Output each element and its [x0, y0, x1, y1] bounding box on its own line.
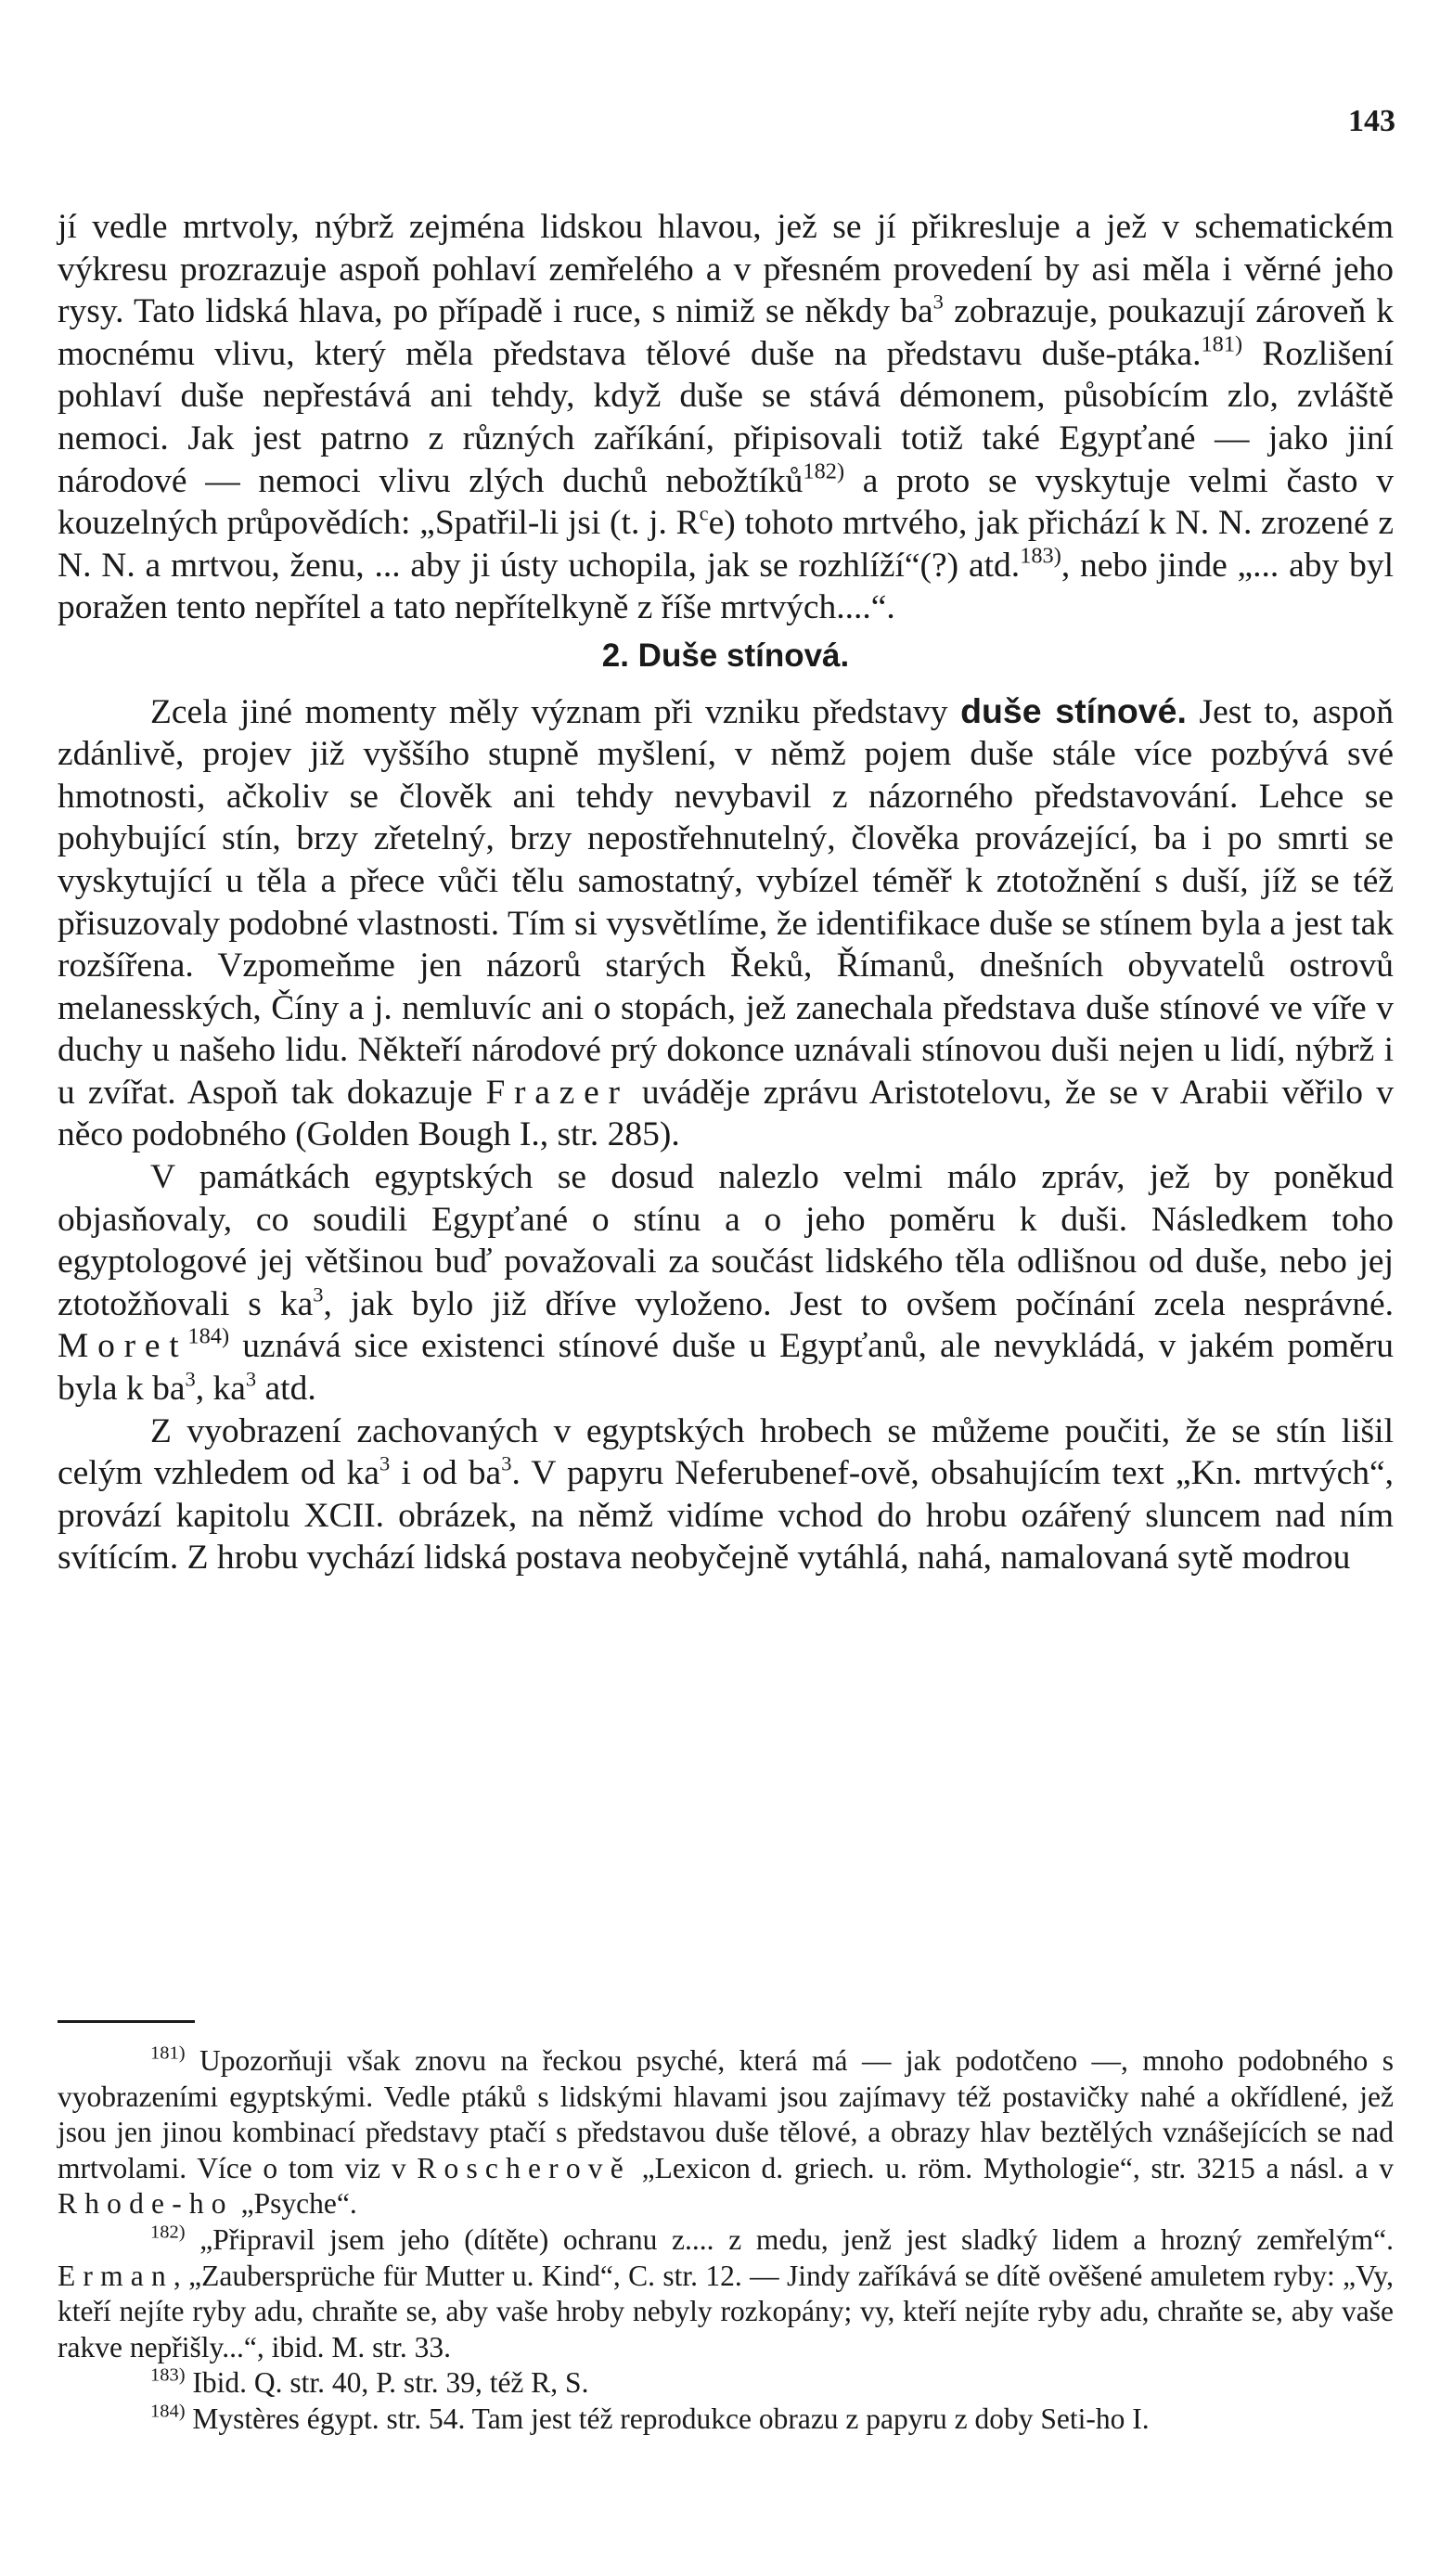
paragraph-2: Zcela jiné momenty měly význam při vzniku představy duše stínové. Jest to, aspoň zdánlivě, projev již vyššího stupně myšlení, v němž pojem duše stále více pozbývá své hmotnosti, ačkoliv se člověk ani tehdy nevybavil z názorného představování. Lehce se pohybující stín, brzy zřetelný, brzy nepostřehnutelný, člověka provázející, ba i po smrti se vyskytující u těla a přece vůči tělu samostatný, vybízel téměř k ztotožnění s duší, jíž se též přisuzovaly podobné vlastnosti. Tím si vysvětlíme, že identifikace duše se stínem byla a jest tak rozšířena. Vzpomeňme jen názorů starých Řeků, Římanů, dnešních obyvatelů ostrovů melanesských, Číny a j. nemluvíc ani o stopách, jež zanechala představa duše stínové ve víře v duchy u našeho lidu. Někteří národové prý dokonce uznávali stínovou duši nejen u lidí, nýbrž i u zvířat. Aspoň tak dokazuje Frazer uváděje zprávu Aristotelovu, že se v Arabii věřilo v něco podobného (Golden Bough I., str. 285). — [58, 690, 1394, 1154]
author-name-rhode: Rhode-ho — [58, 2187, 234, 2221]
author-name-frazer: Frazer — [485, 1073, 629, 1112]
footnote-ref-181: 181) — [1201, 331, 1243, 357]
author-name-erman: Erman — [58, 2259, 174, 2292]
paragraph-3: V památkách egyptských se dosud nalezlo velmi málo zpráv, jež by poněkud objasňovaly, co soudili Egypťané o stínu a o jeho poměru k duši. Následkem toho egyptologové jej většinou buď považovali za součást lidského těla odlišnou od duše, nebo jej ztotožňovali s $ka^3$, jak bylo již dříve vyloženo. Jest to ovšem počínání zcela nesprávné. Moret$^{184)}$ uznává sice existenci stínové duše u Egypťanů, ale nevykládá, v jakém poměru byla k $ba^3$, $ka^3$ atd. — [58, 1158, 1394, 1409]
bold-term: duše stínové. — [960, 690, 1187, 730]
section-heading: 2. Duše stínová. — [601, 637, 850, 674]
footnote-183: $^{183)}$ Ibid. Q. str. 40, P. str. 39, též R, S. — [150, 2365, 589, 2400]
footnote-182: $^{182)}$ „Připravil jsem jeho (dítěte) ochranu z.... z medu, jenž jest sladký lidem a hrozný zemřelým“. Erman, „Zaubersprüche für Mutter u. Kind“, C. str. 12. — Jindy zaříkává se dítě ověšené amuletem ryby: „Vy, kteří nejíte ryby adu, chraňte se, aby vaše hroby nebyly rozkopány; vy, kteří nejíte ryby adu, chraňte se, aby vaše rakve nepřišly...“, ibid. M. str. 33. — [58, 2222, 1394, 2363]
page-number: 143 — [1348, 104, 1395, 138]
footnote-ref-182: 182) — [803, 457, 845, 483]
main-text — [58, 206, 1394, 1579]
paragraph-4: Z vyobrazení zachovaných v egyptských hrobech se můžeme poučiti, že se stín lišil celým vzhledem od $ka^3$ i od $ba^3$. V papyru Neferubenef-ově, obsahujícím text „Kn. mrtvých“, provází kapitolu XCII. obrázek, na němž vidíme vchod do hrobu ozářený sluncem nad ním svítícím. Z hrobu vychází lidská postava neobyčejně vytáhlá, nahá, namalovaná sytě modrou — [58, 1411, 1394, 1578]
footnotes — [58, 2043, 1394, 2438]
footnote-divider — [58, 2020, 195, 2023]
footnote-ref-184: 184) — [187, 1323, 230, 1349]
footnote-181: $^{181)}$ Upozorňuji však znovu na řeckou psyché, která má — jak podotčeno —, mnoho podobného s vyobrazeními egyptskými. Vedle ptáků s lidskými hlavami jsou zajímavy též postavičky nahé a okřídlené, jež jsou jen jinou kombinací představy ptačí s představou duše tělové, a obrazy hlav beztělých vznášejících se nad mrtvolami. Více o tom viz v Roscherově „Lexicon d. griech. u. röm. Mythologie“, str. 3215 a násl. a v Rhode-ho „Psyche“. — [58, 2042, 1395, 2221]
footnote-ref-183: 183) — [1020, 543, 1061, 569]
author-name-roscher: Roscherově — [417, 2151, 631, 2184]
footnote-184: $^{184)}$ Mystères égypt. str. 54. Tam jest též reprodukce obrazu z papyru z doby Seti-ho I. — [150, 2401, 1150, 2435]
author-name-moret: Moret — [58, 1327, 188, 1366]
paragraph-1: jí vedle mrtvoly, nýbrž zejména lidskou hlavou, jež se jí přikresluje a jež v schematickém výkresu prozrazuje aspoň pohlaví zemřelého a v přesném provedení by asi měla i věrné jeho rysy. Tato lidská hlava, po případě i ruce, s nimiž se někdy $ba^3$ zobrazuje, poukazují zároveň k mocnému vlivu, který měla představa tělové duše na představu duše-ptáka.$^{181)}$ Rozlišení pohlaví duše nepřestává ani tehdy, když duše se stává démonem, působícím zlo, zvláště nemoci. Jak jest patrno z různých zaříkání, připisovali totiž také Egypťané — jako jiní národové — nemoci vlivu zlých duchů nebožtíků$^{182)}$ a proto se vyskytuje velmi často v kouzelných průpovědích: „Spatřil-li jsi (t. j. $R^ce$) tohoto mrtvého, jak přichází k N. N. zrozené z N. N. a mrtvou, ženu, ... aby ji ústy uchopila, jak se rozhlíží“(?) atd.$^{183)}$, nebo jinde „... aby byl poražen tento nepřítel a tato nepřítelkyně z říše mrtvých....“. — [58, 208, 1395, 627]
